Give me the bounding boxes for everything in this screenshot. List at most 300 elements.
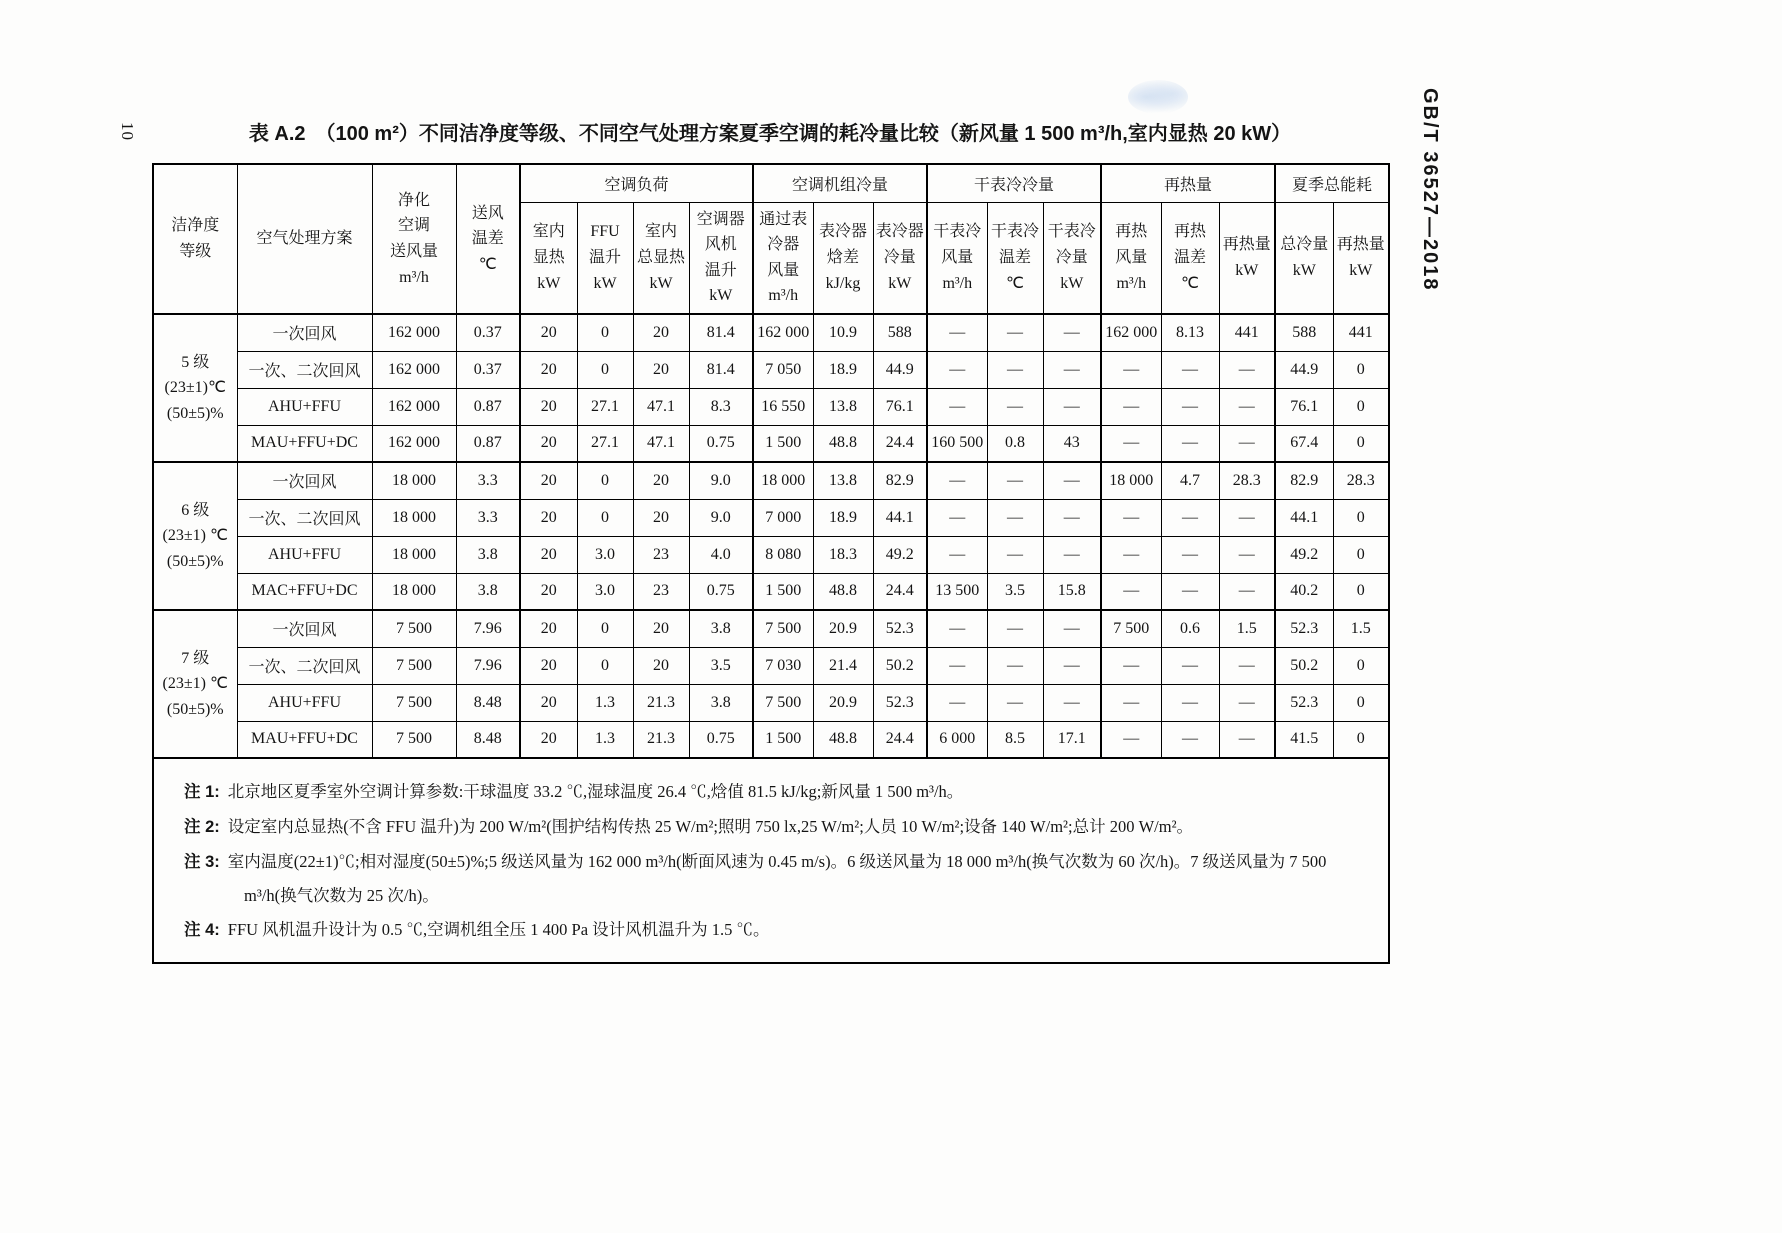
value-cell: 1 500	[753, 425, 813, 462]
header-line: (23±1) ℃	[162, 675, 228, 693]
header-line: 显热	[532, 248, 565, 266]
value-cell: 3.5	[689, 647, 753, 684]
value-cell: —	[927, 536, 987, 573]
header-line: 干表冷	[1047, 223, 1096, 241]
header-line: 温升	[588, 248, 621, 266]
header-line: kW	[1060, 274, 1084, 292]
header-line: ℃	[478, 255, 497, 273]
table-body	[153, 314, 1389, 963]
value-cell: —	[1161, 536, 1219, 573]
value-cell: 3.8	[456, 536, 520, 573]
table-header-cell	[1161, 202, 1219, 314]
value-cell: —	[1101, 536, 1161, 573]
value-cell: 3.3	[456, 462, 520, 499]
value-cell: 49.2	[873, 536, 927, 573]
value-cell: 0.87	[456, 388, 520, 425]
scan-smudge-artifact	[1128, 80, 1188, 114]
value-cell: 20	[633, 351, 689, 388]
value-cell: 50.2	[1275, 647, 1333, 684]
value-cell: —	[1161, 647, 1219, 684]
header-line: kW	[537, 274, 561, 292]
value-cell: —	[987, 314, 1043, 351]
page-number: 10	[118, 122, 137, 141]
value-cell: —	[927, 462, 987, 499]
value-cell: 21.3	[633, 684, 689, 721]
header-line: m³/h	[942, 274, 973, 292]
table-row	[153, 610, 1389, 647]
header-line: 送风量	[389, 243, 438, 260]
note-item	[184, 775, 1374, 810]
value-cell: 1.3	[577, 721, 633, 758]
value-cell: 20	[520, 425, 577, 462]
value-cell: 48.8	[813, 425, 873, 462]
header-line: 再热	[1174, 223, 1207, 241]
value-cell: —	[1219, 684, 1275, 721]
value-cell: 18 000	[372, 573, 456, 610]
header-line: 温升	[704, 261, 737, 279]
table-header-cell-cleanliness-level	[153, 164, 237, 314]
header-line: 通过表	[759, 210, 808, 228]
value-cell: —	[1219, 647, 1275, 684]
value-cell: 588	[1275, 314, 1333, 351]
value-cell: 0	[1333, 388, 1389, 425]
value-cell: —	[987, 351, 1043, 388]
value-cell: 3.8	[689, 610, 753, 647]
note-text: 设定室内总显热(不含 FFU 温升)为 200 W/m²(围护结构传热 25 W/m²;照明 750 lx,25 W/m²;人员 10 W/m²;设备 140 W/m²;总计 200 W/m²。	[227, 816, 1194, 836]
header-line: 风量	[1115, 248, 1148, 266]
value-cell: —	[927, 684, 987, 721]
header-line: 等级	[179, 243, 212, 260]
value-cell: 15.8	[1043, 573, 1101, 610]
value-cell: 20	[633, 462, 689, 499]
value-cell: —	[1101, 351, 1161, 388]
value-cell: 160 500	[927, 425, 987, 462]
table-row	[153, 314, 1389, 351]
value-cell: 27.1	[577, 425, 633, 462]
value-cell: 0	[1333, 536, 1389, 573]
value-cell: 20.9	[813, 684, 873, 721]
value-cell: 20	[520, 610, 577, 647]
value-cell: 52.3	[873, 684, 927, 721]
header-line: kW	[709, 287, 733, 305]
value-cell: 20	[633, 610, 689, 647]
header-line: (50±5)%	[166, 700, 224, 718]
value-cell: —	[927, 388, 987, 425]
value-cell: —	[1101, 499, 1161, 536]
value-cell: 27.1	[577, 388, 633, 425]
value-cell: 0	[1333, 647, 1389, 684]
scheme-cell: 一次、二次回风	[237, 647, 372, 684]
header-row-groups	[153, 164, 1389, 202]
value-cell: 441	[1219, 314, 1275, 351]
header-line: 风量	[767, 261, 800, 279]
table-header-group: 空调负荷	[520, 164, 753, 202]
header-line: 干表冷	[933, 223, 982, 241]
table-header-group: 干表冷冷量	[927, 164, 1101, 202]
table-header-cell-air-handling-scheme	[237, 164, 372, 314]
value-cell: 50.2	[873, 647, 927, 684]
value-cell: 82.9	[1275, 462, 1333, 499]
table-header	[153, 164, 1389, 314]
header-line: 冷器	[767, 236, 800, 254]
header-line: 5 级	[181, 353, 210, 371]
table-header-cell	[753, 202, 813, 314]
header-line: FFU	[590, 223, 620, 241]
header-line: 风机	[704, 236, 737, 254]
header-line: 再热量	[1336, 236, 1385, 254]
value-cell: 20	[520, 388, 577, 425]
header-line: 温差	[1174, 248, 1207, 266]
table-row	[153, 647, 1389, 684]
table-row	[153, 721, 1389, 758]
value-cell: 20	[520, 721, 577, 758]
value-cell: —	[1161, 573, 1219, 610]
header-line: kW	[1349, 261, 1373, 279]
value-cell: 9.0	[689, 462, 753, 499]
value-cell: 3.3	[456, 499, 520, 536]
header-line: 再热	[1115, 223, 1148, 241]
scheme-cell: MAC+FFU+DC	[237, 573, 372, 610]
cleanliness-level-cell	[153, 314, 237, 462]
value-cell: 20	[520, 462, 577, 499]
value-cell: 162 000	[372, 425, 456, 462]
value-cell: 20	[633, 499, 689, 536]
header-line: 风量	[941, 248, 974, 266]
note-label: 注 2:	[184, 817, 220, 836]
value-cell: —	[1219, 425, 1275, 462]
table-header-cell-supply-air-temp-diff	[456, 164, 520, 314]
value-cell: 7 000	[753, 499, 813, 536]
value-cell: 20	[633, 647, 689, 684]
value-cell: 7 500	[372, 610, 456, 647]
value-cell: —	[1161, 499, 1219, 536]
value-cell: 20	[520, 536, 577, 573]
value-cell: 0	[577, 610, 633, 647]
value-cell: 13 500	[927, 573, 987, 610]
value-cell: —	[1219, 721, 1275, 758]
value-cell: 20	[520, 314, 577, 351]
value-cell: 18 000	[372, 499, 456, 536]
header-line: 冷量	[883, 248, 916, 266]
value-cell: 8.48	[456, 721, 520, 758]
value-cell: 20.9	[813, 610, 873, 647]
value-cell: 24.4	[873, 721, 927, 758]
table-row	[153, 388, 1389, 425]
value-cell: 0	[577, 647, 633, 684]
value-cell: 81.4	[689, 314, 753, 351]
value-cell: 0	[577, 351, 633, 388]
value-cell: 28.3	[1219, 462, 1275, 499]
header-line: 送风	[471, 204, 504, 222]
table-header-group: 再热量	[1101, 164, 1275, 202]
table-row	[153, 684, 1389, 721]
value-cell: 13.8	[813, 388, 873, 425]
table-header-cell	[1219, 202, 1275, 314]
value-cell: 3.8	[689, 684, 753, 721]
value-cell: 3.0	[577, 573, 633, 610]
header-line: kW	[888, 274, 912, 292]
value-cell: 16 550	[753, 388, 813, 425]
scheme-cell: MAU+FFU+DC	[237, 425, 372, 462]
value-cell: 23	[633, 536, 689, 573]
value-cell: —	[1219, 351, 1275, 388]
value-cell: 6 000	[927, 721, 987, 758]
table-header-group: 夏季总能耗	[1275, 164, 1389, 202]
value-cell: 162 000	[372, 388, 456, 425]
value-cell: —	[1219, 573, 1275, 610]
value-cell: 49.2	[1275, 536, 1333, 573]
value-cell: 20	[520, 351, 577, 388]
value-cell: 1 500	[753, 721, 813, 758]
value-cell: 20	[520, 499, 577, 536]
value-cell: —	[1101, 425, 1161, 462]
value-cell: 0.6	[1161, 610, 1219, 647]
value-cell: 44.1	[873, 499, 927, 536]
value-cell: 8.13	[1161, 314, 1219, 351]
value-cell: 0	[577, 462, 633, 499]
table-row	[153, 536, 1389, 573]
value-cell: 7 500	[372, 684, 456, 721]
value-cell: —	[1161, 351, 1219, 388]
value-cell: 18.9	[813, 499, 873, 536]
value-cell: 18 000	[753, 462, 813, 499]
table-header-cell	[1043, 202, 1101, 314]
value-cell: —	[1101, 647, 1161, 684]
scheme-cell: AHU+FFU	[237, 388, 372, 425]
value-cell: 3.5	[987, 573, 1043, 610]
value-cell: —	[1101, 684, 1161, 721]
value-cell: 28.3	[1333, 462, 1389, 499]
value-cell: 44.9	[1275, 351, 1333, 388]
header-line: 室内	[532, 223, 565, 241]
value-cell: 21.4	[813, 647, 873, 684]
table-row	[153, 351, 1389, 388]
table-header-cell	[813, 202, 873, 314]
value-cell: 52.3	[1275, 684, 1333, 721]
value-cell: 43	[1043, 425, 1101, 462]
value-cell: —	[1043, 647, 1101, 684]
value-cell: 0	[1333, 351, 1389, 388]
value-cell: 0	[577, 314, 633, 351]
value-cell: 47.1	[633, 388, 689, 425]
value-cell: 8.5	[987, 721, 1043, 758]
note-label: 注 4:	[184, 921, 220, 940]
value-cell: 21.3	[633, 721, 689, 758]
note-label: 注 1:	[184, 783, 220, 801]
value-cell: 23	[633, 573, 689, 610]
value-cell: —	[1043, 462, 1101, 499]
value-cell: 20	[520, 684, 577, 721]
table-row	[153, 499, 1389, 536]
value-cell: —	[987, 499, 1043, 536]
table-row	[153, 462, 1389, 499]
value-cell: 0	[1333, 573, 1389, 610]
value-cell: —	[1101, 388, 1161, 425]
table-header-cell	[1333, 202, 1389, 314]
value-cell: —	[987, 388, 1043, 425]
value-cell: 7 500	[372, 647, 456, 684]
value-cell: 8.48	[456, 684, 520, 721]
value-cell: 7 500	[1101, 610, 1161, 647]
value-cell: —	[927, 610, 987, 647]
table-header-cell	[987, 202, 1043, 314]
header-line: 冷量	[1055, 248, 1088, 266]
value-cell: —	[1219, 499, 1275, 536]
value-cell: 7 500	[372, 721, 456, 758]
value-cell: 3.8	[456, 573, 520, 610]
value-cell: —	[1161, 425, 1219, 462]
header-line: m³/h	[768, 287, 799, 305]
value-cell: 8 080	[753, 536, 813, 573]
header-line: kW	[593, 274, 617, 292]
value-cell: 162 000	[1101, 314, 1161, 351]
value-cell: 41.5	[1275, 721, 1333, 758]
notes-row	[153, 758, 1389, 963]
value-cell: 4.0	[689, 536, 753, 573]
note-text: 室内温度(22±1)℃;相对湿度(50±5)%;5 级送风量为 162 000 m³/h(断面风速为 0.45 m/s)。6 级送风量为 18 000 m³/h(换气次数为 60 次/h)。7 级送风量为 7 500 m³/h(换气次数为 25 次/h)。	[227, 851, 1327, 906]
value-cell: 76.1	[1275, 388, 1333, 425]
value-cell: —	[987, 462, 1043, 499]
value-cell: 588	[873, 314, 927, 351]
header-line: 表冷器	[875, 223, 924, 241]
header-line: 洁净度	[171, 217, 220, 235]
table-header-cell	[927, 202, 987, 314]
value-cell: 10.9	[813, 314, 873, 351]
value-cell: 0.75	[689, 573, 753, 610]
value-cell: 0.75	[689, 425, 753, 462]
value-cell: 1.5	[1219, 610, 1275, 647]
value-cell: 1 500	[753, 573, 813, 610]
value-cell: 48.8	[813, 573, 873, 610]
header-line: 7 级	[181, 649, 210, 667]
scheme-cell: MAU+FFU+DC	[237, 721, 372, 758]
value-cell: 162 000	[372, 351, 456, 388]
header-line: 室内	[644, 223, 677, 241]
table-header-cell	[689, 202, 753, 314]
header-line: 再热量	[1222, 236, 1271, 254]
note-item	[184, 810, 1374, 845]
value-cell: —	[1161, 721, 1219, 758]
header-line: 空气处理方案	[256, 230, 353, 248]
table-header-cell	[520, 202, 577, 314]
scheme-cell: 一次、二次回风	[237, 499, 372, 536]
value-cell: —	[1043, 388, 1101, 425]
value-cell: 0.8	[987, 425, 1043, 462]
value-cell: 0	[577, 499, 633, 536]
value-cell: 0	[1333, 721, 1389, 758]
value-cell: —	[1043, 684, 1101, 721]
value-cell: 81.4	[689, 351, 753, 388]
header-line: (50±5)%	[166, 404, 224, 422]
note-text: 北京地区夏季室外空调计算参数:干球温度 33.2 ℃,湿球温度 26.4 ℃,焓值 81.5 kJ/kg;新风量 1 500 m³/h。	[227, 782, 964, 801]
table-header-cell-purify-supply-air-volume	[372, 164, 456, 314]
value-cell: 44.9	[873, 351, 927, 388]
value-cell: —	[927, 499, 987, 536]
value-cell: —	[1043, 351, 1101, 388]
value-cell: 1.5	[1333, 610, 1389, 647]
table-header-group: 空调机组冷量	[753, 164, 927, 202]
value-cell: 7 030	[753, 647, 813, 684]
data-table	[152, 163, 1390, 964]
scheme-cell: 一次回风	[237, 314, 372, 351]
value-cell: —	[1161, 684, 1219, 721]
value-cell: 76.1	[873, 388, 927, 425]
scheme-cell: AHU+FFU	[237, 684, 372, 721]
header-line: 表冷器	[819, 223, 868, 241]
table-header-cell	[1275, 202, 1333, 314]
value-cell: —	[1161, 388, 1219, 425]
table-notes	[153, 758, 1389, 963]
value-cell: 13.8	[813, 462, 873, 499]
value-cell: —	[987, 610, 1043, 647]
header-line: 净化	[397, 191, 430, 209]
header-line: ℃	[1006, 274, 1025, 292]
header-line: m³/h	[1116, 274, 1147, 292]
header-line: (50±5)%	[166, 552, 224, 570]
value-cell: —	[1219, 388, 1275, 425]
value-cell: —	[1101, 721, 1161, 758]
value-cell: —	[987, 647, 1043, 684]
value-cell: 82.9	[873, 462, 927, 499]
value-cell: 18 000	[372, 462, 456, 499]
value-cell: —	[1219, 536, 1275, 573]
value-cell: 1.3	[577, 684, 633, 721]
value-cell: 18 000	[1101, 462, 1161, 499]
table-header-cell	[1101, 202, 1161, 314]
note-text: FFU 风机温升设计为 0.5 ℃,空调机组全压 1 400 Pa 设计风机温升为 1.5 ℃。	[227, 920, 770, 940]
value-cell: 48.8	[813, 721, 873, 758]
value-cell: —	[1101, 573, 1161, 610]
value-cell: 0.75	[689, 721, 753, 758]
value-cell: 18.9	[813, 351, 873, 388]
scheme-cell: 一次、二次回风	[237, 351, 372, 388]
header-line: 总冷量	[1280, 236, 1329, 254]
header-line: 空调器	[696, 210, 745, 228]
value-cell: 20	[520, 647, 577, 684]
value-cell: 0	[1333, 499, 1389, 536]
value-cell: —	[1043, 499, 1101, 536]
note-label: 注 3:	[184, 852, 220, 871]
table-header-cell	[633, 202, 689, 314]
header-line: 干表冷	[991, 223, 1040, 241]
table-header-cell	[873, 202, 927, 314]
value-cell: —	[927, 351, 987, 388]
value-cell: 18.3	[813, 536, 873, 573]
table-row	[153, 425, 1389, 462]
value-cell: 7 050	[753, 351, 813, 388]
value-cell: 162 000	[753, 314, 813, 351]
value-cell: 20	[520, 573, 577, 610]
value-cell: 47.1	[633, 425, 689, 462]
value-cell: 0.37	[456, 351, 520, 388]
scheme-cell: AHU+FFU	[237, 536, 372, 573]
header-line: kJ/kg	[825, 274, 861, 292]
header-line: 温差	[999, 248, 1032, 266]
value-cell: 18 000	[372, 536, 456, 573]
value-cell: 441	[1333, 314, 1389, 351]
scheme-cell: 一次回风	[237, 610, 372, 647]
header-line: (23±1)℃	[164, 379, 226, 397]
value-cell: 7 500	[753, 610, 813, 647]
header-line: 空调	[397, 217, 430, 235]
value-cell: 8.3	[689, 388, 753, 425]
value-cell: 24.4	[873, 425, 927, 462]
value-cell: 7.96	[456, 647, 520, 684]
value-cell: 0	[1333, 425, 1389, 462]
value-cell: —	[1043, 610, 1101, 647]
value-cell: —	[1043, 314, 1101, 351]
value-cell: 52.3	[873, 610, 927, 647]
